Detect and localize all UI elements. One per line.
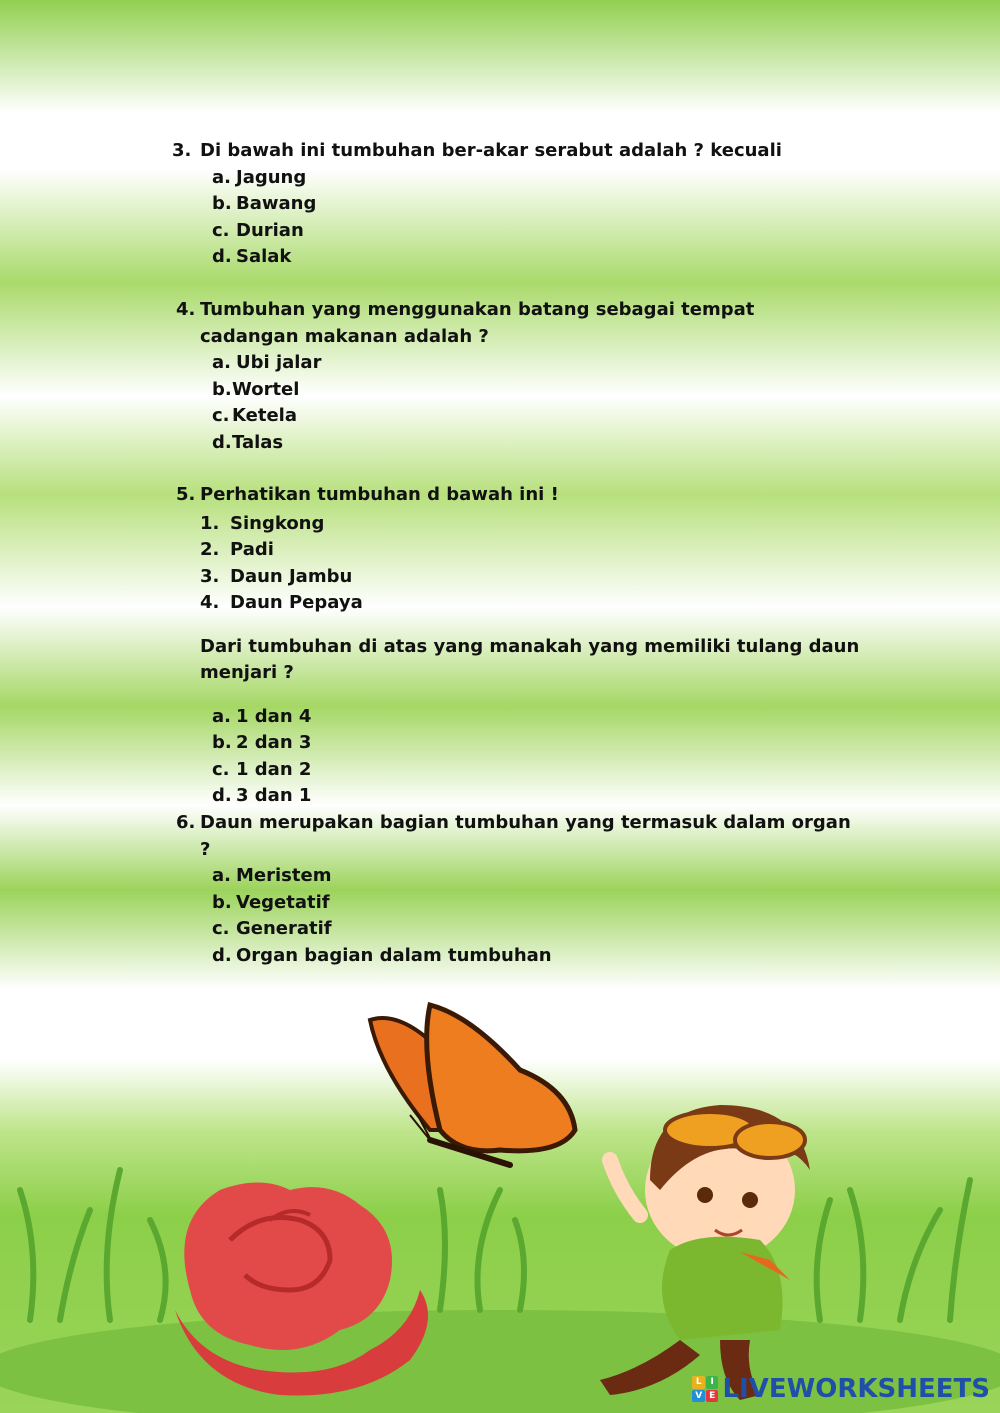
list-item: 2. Padi <box>200 539 274 560</box>
option-a[interactable]: a. Ubi jalar <box>212 352 322 373</box>
grass-icon <box>20 1170 970 1320</box>
options-list <box>212 704 820 810</box>
question-5 <box>176 482 860 810</box>
option-c[interactable]: c. Ketela <box>212 405 297 426</box>
question-number: 5. <box>176 484 196 505</box>
butterfly-icon <box>370 1005 575 1165</box>
option-c[interactable]: c. 1 dan 2 <box>212 758 312 780</box>
list-item: 3. Daun Jambu <box>200 565 353 587</box>
option-d[interactable]: d.Talas <box>212 431 284 453</box>
options-list <box>212 350 820 456</box>
question-text: Di bawah ini tumbuhan ber-akar serabut adalah ? kecuali <box>200 140 782 161</box>
option-d[interactable]: d. Organ bagian dalam tumbuhan <box>212 944 552 966</box>
option-b[interactable]: b. Bawang <box>212 193 317 214</box>
option-b[interactable]: b. 2 dan 3 <box>212 732 312 753</box>
question-text: Perhatikan tumbuhan d bawah ini ! <box>200 484 559 505</box>
question-number: 3. <box>172 140 192 161</box>
option-b[interactable]: b. Vegetatif <box>212 891 330 913</box>
list-item: 1. Singkong <box>200 512 325 534</box>
plant-list <box>200 511 820 617</box>
question-text-line-2: ? <box>200 838 211 860</box>
question-prompt-line-2: menjari ? <box>200 662 294 683</box>
question-text-line-1: Daun merupakan bagian tumbuhan yang termasuk dalam organ <box>200 812 851 833</box>
question-text-line-1: Tumbuhan yang menggunakan batang sebagai tempat <box>200 299 755 320</box>
options-list <box>212 863 820 969</box>
option-d[interactable]: d. 3 dan 1 <box>212 785 312 806</box>
illustration-scene <box>0 990 1000 1413</box>
question-4 <box>176 297 820 456</box>
option-a[interactable]: a. Jagung <box>212 166 307 188</box>
options-list <box>212 165 820 271</box>
option-d[interactable]: d. Salak <box>212 246 292 267</box>
question-number: 4. <box>176 299 196 320</box>
list-item: 4. Daun Pepaya <box>200 592 363 613</box>
option-c[interactable]: c. Generatif <box>212 918 332 939</box>
option-c[interactable]: c. Durian <box>212 219 304 241</box>
brand-name: LIVEWORKSHEETS <box>722 1374 990 1404</box>
question-3 <box>172 138 820 271</box>
question-number: 6. <box>176 812 196 833</box>
question-6 <box>176 810 851 969</box>
brand-logo-icon: L I V E <box>692 1376 718 1402</box>
option-a[interactable]: a. Meristem <box>212 865 332 886</box>
liveworksheets-brand <box>692 1371 990 1407</box>
option-b[interactable]: b.Wortel <box>212 378 300 400</box>
option-a[interactable]: a. 1 dan 4 <box>212 705 312 727</box>
question-text-line-2: cadangan makanan adalah ? <box>200 325 489 347</box>
question-prompt-line-1: Dari tumbuhan di atas yang manakah yang memiliki tulang daun <box>200 635 860 657</box>
